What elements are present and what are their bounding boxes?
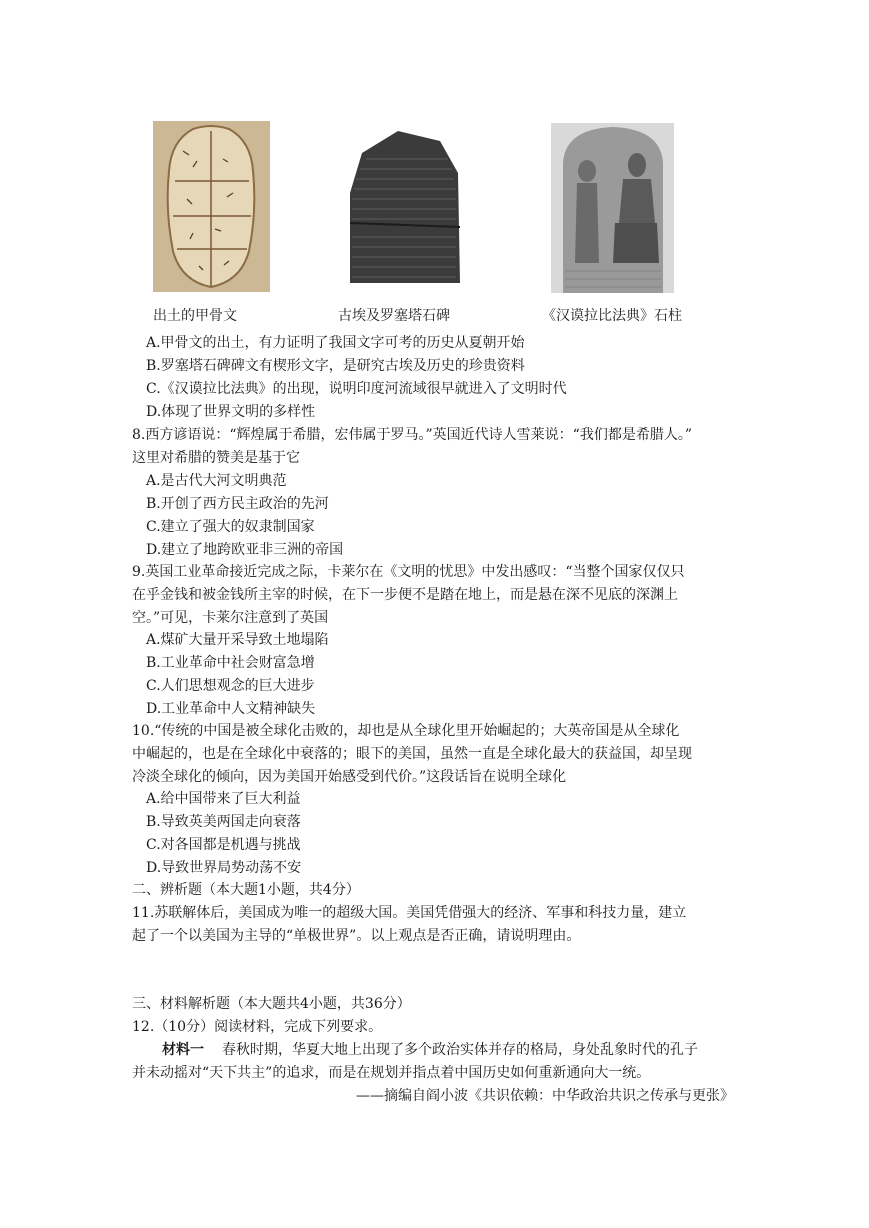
q10-option-a: A.给中国带来了巨大利益 (146, 791, 301, 807)
q9-option-b: B.工业革命中社会财富急增 (146, 655, 315, 671)
rosetta-stone-image (340, 123, 474, 290)
q12-title: 12.（10分）阅读材料，完成下列要求。 (132, 1019, 383, 1035)
q9-stem-line-2: 在乎金钱和被金钱所主宰的时候，在下一步便不是踏在地上，而是悬在深不见底的深渊上 (132, 587, 678, 603)
q8-option-a: A.是古代大河文明典范 (146, 473, 287, 489)
q11-line-1: 11.苏联解体后，美国成为唯一的超级大国。美国凭借强大的经济、军事和科技力量，建立 (132, 905, 687, 921)
image-caption-hammurabi: 《汉谟拉比法典》石柱 (542, 308, 682, 324)
material-one-line-1 (162, 1041, 698, 1059)
q8-stem-line-1: 8.西方谚语说：“辉煌属于希腊，宏伟属于罗马。”英国近代诗人雪莱说：“我们都是希腊人。” (132, 427, 692, 443)
image-caption-rosetta-stone: 古埃及罗塞塔石碑 (338, 308, 450, 324)
section-2-heading: 二、辨析题（本大题1小题，共4分） (132, 882, 360, 898)
q8-stem-line-2: 这里对希腊的赞美是基于它 (132, 450, 300, 466)
q7-option-d: D.体现了世界文明的多样性 (146, 404, 316, 420)
oracle-bone-image (153, 121, 270, 292)
q9-option-d: D.工业革命中人文精神缺失 (146, 701, 316, 717)
material-one-label: 材料一 (162, 1042, 204, 1058)
q7-option-c: C.《汉谟拉比法典》的出现，说明印度河流域很早就进入了文明时代 (146, 381, 567, 397)
q9-option-c: C.人们思想观念的巨大进步 (146, 678, 315, 694)
section-3-heading: 三、材料解析题（本大题共4小题，共36分） (132, 996, 411, 1012)
q10-option-c: C.对各国都是机遇与挑战 (146, 837, 301, 853)
q8-option-c: C.建立了强大的奴隶制国家 (146, 519, 315, 535)
material-one-source: ——摘编自阎小波《共识依赖：中华政治共识之传承与更张》 (356, 1088, 734, 1104)
q9-option-a: A.煤矿大量开采导致土地塌陷 (146, 632, 329, 648)
material-one-line-2: 并未动摇对“天下共主”的追求，而是在规划并指点着中国历史如何重新通向大一统。 (132, 1065, 651, 1081)
q9-stem-line-3: 空。”可见，卡莱尔注意到了英国 (132, 610, 329, 626)
q8-option-b: B.开创了西方民主政治的先河 (146, 496, 329, 512)
q8-option-d: D.建立了地跨欧亚非三洲的帝国 (146, 542, 344, 558)
material-one-text-1: 春秋时期，华夏大地上出现了多个政治实体并存的格局，身处乱象时代的孔子 (222, 1042, 698, 1058)
q7-option-b: B.罗塞塔石碑碑文有楔形文字，是研究古埃及历史的珍贵资料 (146, 358, 525, 374)
q10-stem-line-2: 中崛起的，也是在全球化中衰落的；眼下的美国，虽然一直是全球化最大的获益国，却呈现 (132, 746, 692, 762)
q7-option-a: A.甲骨文的出土，有力证明了我国文字可考的历史从夏朝开始 (146, 335, 525, 351)
q10-stem-line-3: 冷淡全球化的倾向，因为美国开始感受到代价。”这段话旨在说明全球化 (132, 769, 567, 785)
q9-stem-line-1: 9.英国工业革命接近完成之际，卡莱尔在《文明的忧思》中发出感叹：“当整个国家仅仅只 (132, 564, 685, 580)
hammurabi-stele-image (551, 123, 674, 293)
q10-option-b: B.导致英美两国走向衰落 (146, 814, 301, 830)
q10-stem-line-1: 10.“传统的中国是被全球化击败的，却也是从全球化里开始崛起的；大英帝国是从全球化 (132, 723, 680, 739)
image-caption-oracle-bone: 出土的甲骨文 (153, 308, 237, 324)
q11-line-2: 起了一个以美国为主导的“单极世界”。以上观点是否正确，请说明理由。 (132, 928, 581, 944)
q10-option-d: D.导致世界局势动荡不安 (146, 860, 302, 876)
